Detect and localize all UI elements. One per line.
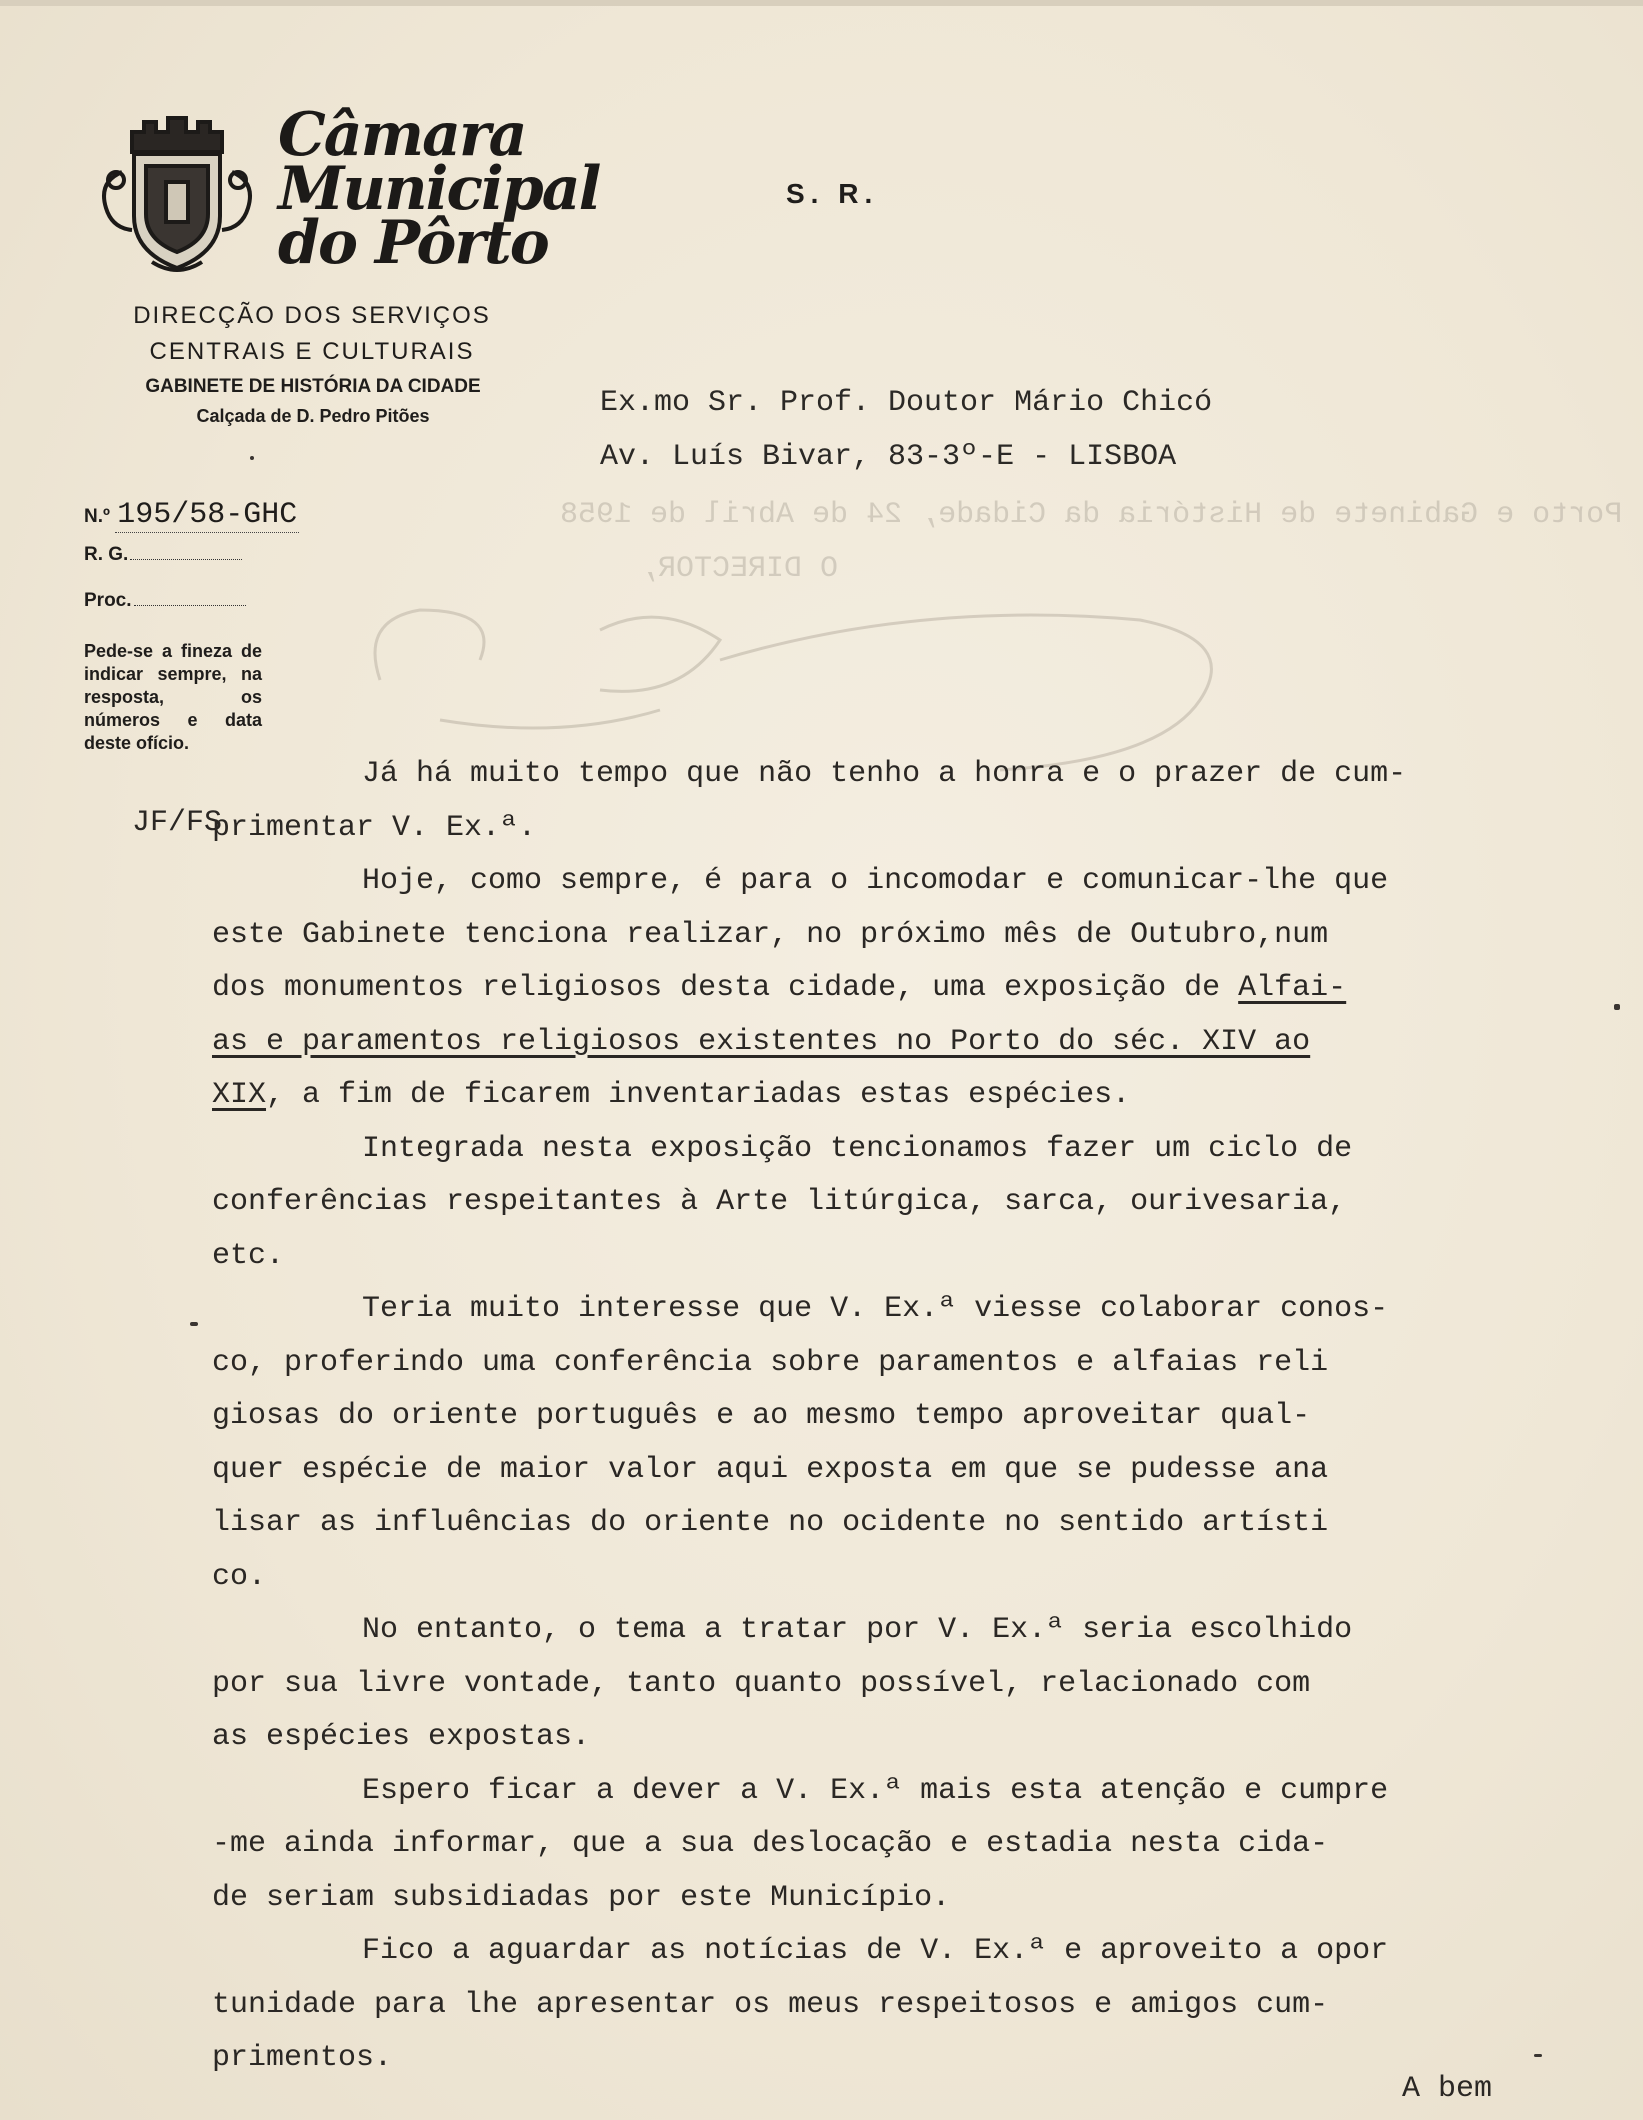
body-line (212, 1069, 1564, 1123)
body-text: tunidade para lhe apresentar os meus respeitosos e amigos cum- (212, 1987, 1329, 2022)
body-text: conferências respeitantes à Arte litúrgica, sarca, ourivesaria, (212, 1185, 1347, 1219)
coat-of-arms-icon (92, 112, 262, 280)
proc-blank-line (134, 605, 246, 606)
body-text: primentos. (212, 2041, 393, 2075)
body-line (212, 962, 1564, 1016)
reference-rg (84, 544, 242, 566)
body-line (212, 1230, 1564, 1284)
body-line (212, 1711, 1564, 1765)
body-text: as espécies expostas. (212, 1720, 591, 1754)
paper-top-edge (0, 0, 1643, 6)
body-text: Integrada nesta exposição tencionamos fazer um ciclo de (362, 1131, 1353, 1166)
body-text: este Gabinete tenciona realizar, no próximo mês de Outubro,num (212, 917, 1329, 952)
reference-number-label: N.º (84, 506, 110, 527)
body-text: giosas do oriente português e ao mesmo tempo aproveitar qual- (212, 1399, 1311, 1433)
closing-words: A bem (1402, 2072, 1493, 2106)
body-text: Espero ficar a dever a V. Ex.ª mais esta atenção e cumpre (362, 1773, 1389, 1808)
body-line (212, 1818, 1564, 1872)
underlined-text: XIX (212, 1078, 267, 1112)
body-text: Hoje, como sempre, é para o incomodar e comunicar-lhe que (362, 864, 1389, 898)
body-line (308, 748, 1564, 802)
ink-speck (1614, 1004, 1620, 1010)
body-text: quer espécie de maior valor aqui exposta em que se pudesse ana (212, 1452, 1329, 1487)
typist-initials: JF/FS (132, 806, 223, 840)
ink-speck (1534, 2054, 1542, 2057)
brand-line-3: do Pôrto (278, 208, 548, 278)
reference-number (84, 498, 299, 532)
body-line (212, 1444, 1564, 1498)
body-line (308, 1123, 1564, 1177)
recipient-address: Av. Luís Bivar, 83-3º-E - LISBOA (600, 440, 1177, 474)
body-text: co, proferindo uma conferência sobre paramentos e alfaias reli (212, 1345, 1329, 1380)
body-line (212, 1390, 1564, 1444)
body-line (308, 1283, 1564, 1337)
reference-rg-label: R. G. (84, 544, 129, 565)
body-line (212, 1337, 1564, 1391)
brand-wordmark (278, 100, 600, 278)
body-line (212, 1551, 1564, 1605)
letter-body (212, 748, 1564, 2086)
reply-instructions: Pede-se a fineza de indicar sempre, na resposta, os números e data deste ofício. (84, 641, 262, 753)
underlined-text: as e paramentos religiosos existentes no Porto do séc. XIV ao (212, 1024, 1311, 1059)
offset-stamp-line-2: O DIRECTOR, (640, 552, 839, 586)
body-line (212, 1176, 1564, 1230)
department-name (124, 298, 500, 370)
reference-proc-label: Proc. (84, 590, 132, 611)
body-text: lisar as influências do oriente no ocidente no sentido artísti (212, 1506, 1329, 1540)
department-line-2: CENTRAIS E CULTURAIS (149, 338, 475, 365)
body-line (308, 1925, 1564, 1979)
body-line (212, 1872, 1564, 1926)
body-line (212, 1658, 1564, 1712)
brand-line-1: Câmara (278, 100, 526, 170)
recipient-block (600, 376, 1212, 484)
body-line (212, 909, 1564, 963)
body-text: , a fim de ficarem inventariadas estas espécies. (266, 1078, 1131, 1112)
body-text: Fico a aguardar as notícias de V. Ex.ª e aproveito a opor (362, 1934, 1389, 1968)
reference-proc (84, 590, 246, 612)
offset-stamp-line-1: Porto e Gabinete de História da Cidade, 24 de Abril de 1958 (560, 498, 1623, 532)
underlined-text: Alfai- (1238, 971, 1347, 1005)
body-line (212, 1497, 1564, 1551)
reference-number-value: 195/58-GHC (117, 498, 298, 532)
body-text: No entanto, o tema a tratar por V. Ex.ª seria escolhido (362, 1613, 1353, 1647)
body-line (308, 855, 1564, 909)
body-text: primentar V. Ex.ª. (212, 810, 537, 845)
body-text: por sua livre vontade, tanto quanto possível, relacionado com (212, 1666, 1311, 1701)
department-line-1: DIRECÇÃO DOS SERVIÇOS (133, 302, 491, 329)
office-address: Calçada de D. Pedro Pitões (196, 406, 430, 426)
body-line (308, 1765, 1564, 1819)
office-name: GABINETE DE HISTÓRIA DA CIDADE (145, 376, 481, 397)
recipient-name: Ex.mo Sr. Prof. Doutor Mário Chicó (600, 386, 1213, 420)
body-text: Teria muito interesse que V. Ex.ª viesse colaborar conos- (362, 1292, 1389, 1326)
body-line (212, 1979, 1564, 2033)
body-line (212, 802, 1564, 856)
body-text: dos monumentos religiosos desta cidade, uma exposição de (212, 971, 1239, 1005)
body-text: Já há muito tempo que não tenho a honra e o prazer de cum- (362, 757, 1407, 791)
ink-speck (190, 1322, 198, 1326)
brand-line-2: Municipal (278, 154, 600, 224)
body-text: -me ainda informar, que a sua deslocação e estadia nesta cida- (212, 1827, 1329, 1861)
body-line (308, 1604, 1564, 1658)
rg-blank-line (130, 559, 242, 560)
classification-mark: S. R. (786, 178, 879, 209)
body-line (212, 1016, 1564, 1070)
body-text: co. (212, 1559, 267, 1594)
body-text: etc. (212, 1238, 285, 1273)
ink-speck (250, 456, 254, 460)
body-text: de seriam subsidiadas por este Município. (212, 1880, 951, 1915)
body-line (212, 2032, 1564, 2086)
